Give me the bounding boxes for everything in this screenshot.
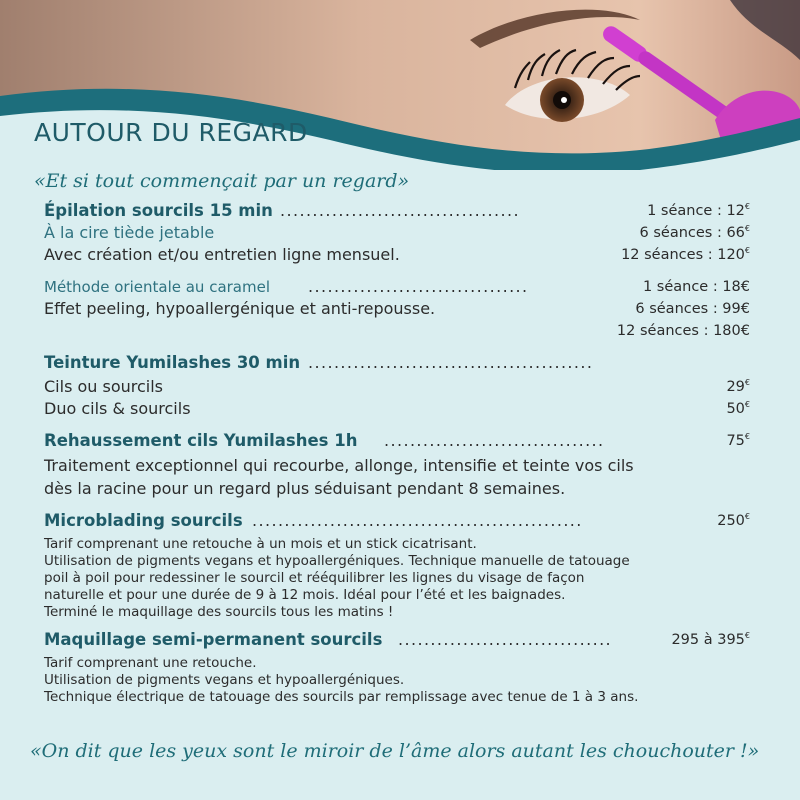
microblading-line-3: poil à poil pour redessiner le sourcil et rééquilibrer les lignes du visage de façon [44, 570, 585, 586]
maquillage-price: 295 à 395€ [671, 631, 750, 648]
epilation-method: Méthode orientale au caramel [44, 278, 271, 296]
quote-bottom: «On dit que les yeux sont le miroir de l’âme alors autant les chouchouter !» [30, 740, 760, 762]
maquillage-line-2: Utilisation de pigments vegans et hypoallergéniques. [44, 672, 405, 688]
microblading-line-4: naturelle et pour une durée de 9 à 12 mois. Idéal pour l’été et les baignades. [44, 587, 566, 603]
maquillage-line-3: Technique électrique de tatouage des sourcils par remplissage avec tenue de 1 à 3 ans. [44, 689, 639, 705]
rehaussement-heading: Rehaussement cils Yumilashes 1h [44, 431, 358, 450]
epilation-line2: Avec création et/ou entretien ligne mensuel. [44, 245, 400, 264]
microblading-heading: Microblading sourcils [44, 511, 243, 530]
rehaussement-desc-1: Traitement exceptionnel qui recourbe, allonge, intensifie et teinte vos cils [44, 456, 634, 475]
dot-leader: ................................. [398, 630, 613, 649]
teinture-item-1: Cils ou sourcils [44, 377, 164, 396]
microblading-line-2: Utilisation de pigments vegans et hypoallergéniques. Technique manuelle de tatouage [44, 553, 630, 569]
section-maquillage [44, 629, 756, 706]
teinture-item-2: Duo cils & sourcils [44, 399, 191, 418]
dot-leader: ................................................... [252, 511, 583, 530]
rehaussement-price: 75€ [726, 432, 750, 449]
epilation-price-3: 12 séances : 120€ [621, 246, 750, 263]
epilation-price-1: 1 séance : 12€ [647, 202, 750, 219]
section-microblading [44, 510, 756, 621]
section-teinture [44, 352, 756, 420]
dot-leader: ..................................... [280, 201, 520, 220]
teinture-price-1: 29€ [726, 378, 750, 395]
section-rehaussement [44, 430, 756, 500]
microblading-line-1: Tarif comprenant une retouche à un mois et un stick cicatrisant. [44, 536, 477, 552]
dot-leader: .................................. [384, 431, 605, 450]
method-price-2: 6 séances : 99€ [635, 301, 750, 317]
quote-top: «Et si tout commençait par un regard» [34, 170, 410, 192]
price-list [44, 200, 756, 706]
microblading-line-5: Terminé le maquillage des sourcils tous les matins ! [44, 604, 394, 620]
dot-leader: ............................................ [308, 353, 594, 372]
rehaussement-desc-2: dès la racine pour un regard plus séduisant pendant 8 semaines. [44, 479, 566, 498]
teinture-heading: Teinture Yumilashes 30 min [44, 353, 301, 372]
epilation-heading: Épilation sourcils 15 min [44, 201, 273, 220]
page-title: AUTOUR DU REGARD [34, 118, 308, 147]
maquillage-line-1: Tarif comprenant une retouche. [44, 655, 257, 671]
dot-leader: .................................. [308, 277, 529, 296]
epilation-method-desc: Effet peeling, hypoallergénique et anti-repousse. [44, 299, 436, 318]
method-price-3: 12 séances : 180€ [616, 323, 750, 339]
epilation-subtitle: À la cire tiède jetable [44, 223, 215, 242]
microblading-price: 250€ [717, 512, 750, 529]
section-epilation [44, 200, 756, 342]
teinture-price-2: 50€ [726, 400, 750, 417]
method-price-1: 1 séance : 18€ [642, 279, 750, 295]
maquillage-heading: Maquillage semi-permanent sourcils [44, 630, 383, 649]
epilation-price-2: 6 séances : 66€ [639, 224, 750, 241]
